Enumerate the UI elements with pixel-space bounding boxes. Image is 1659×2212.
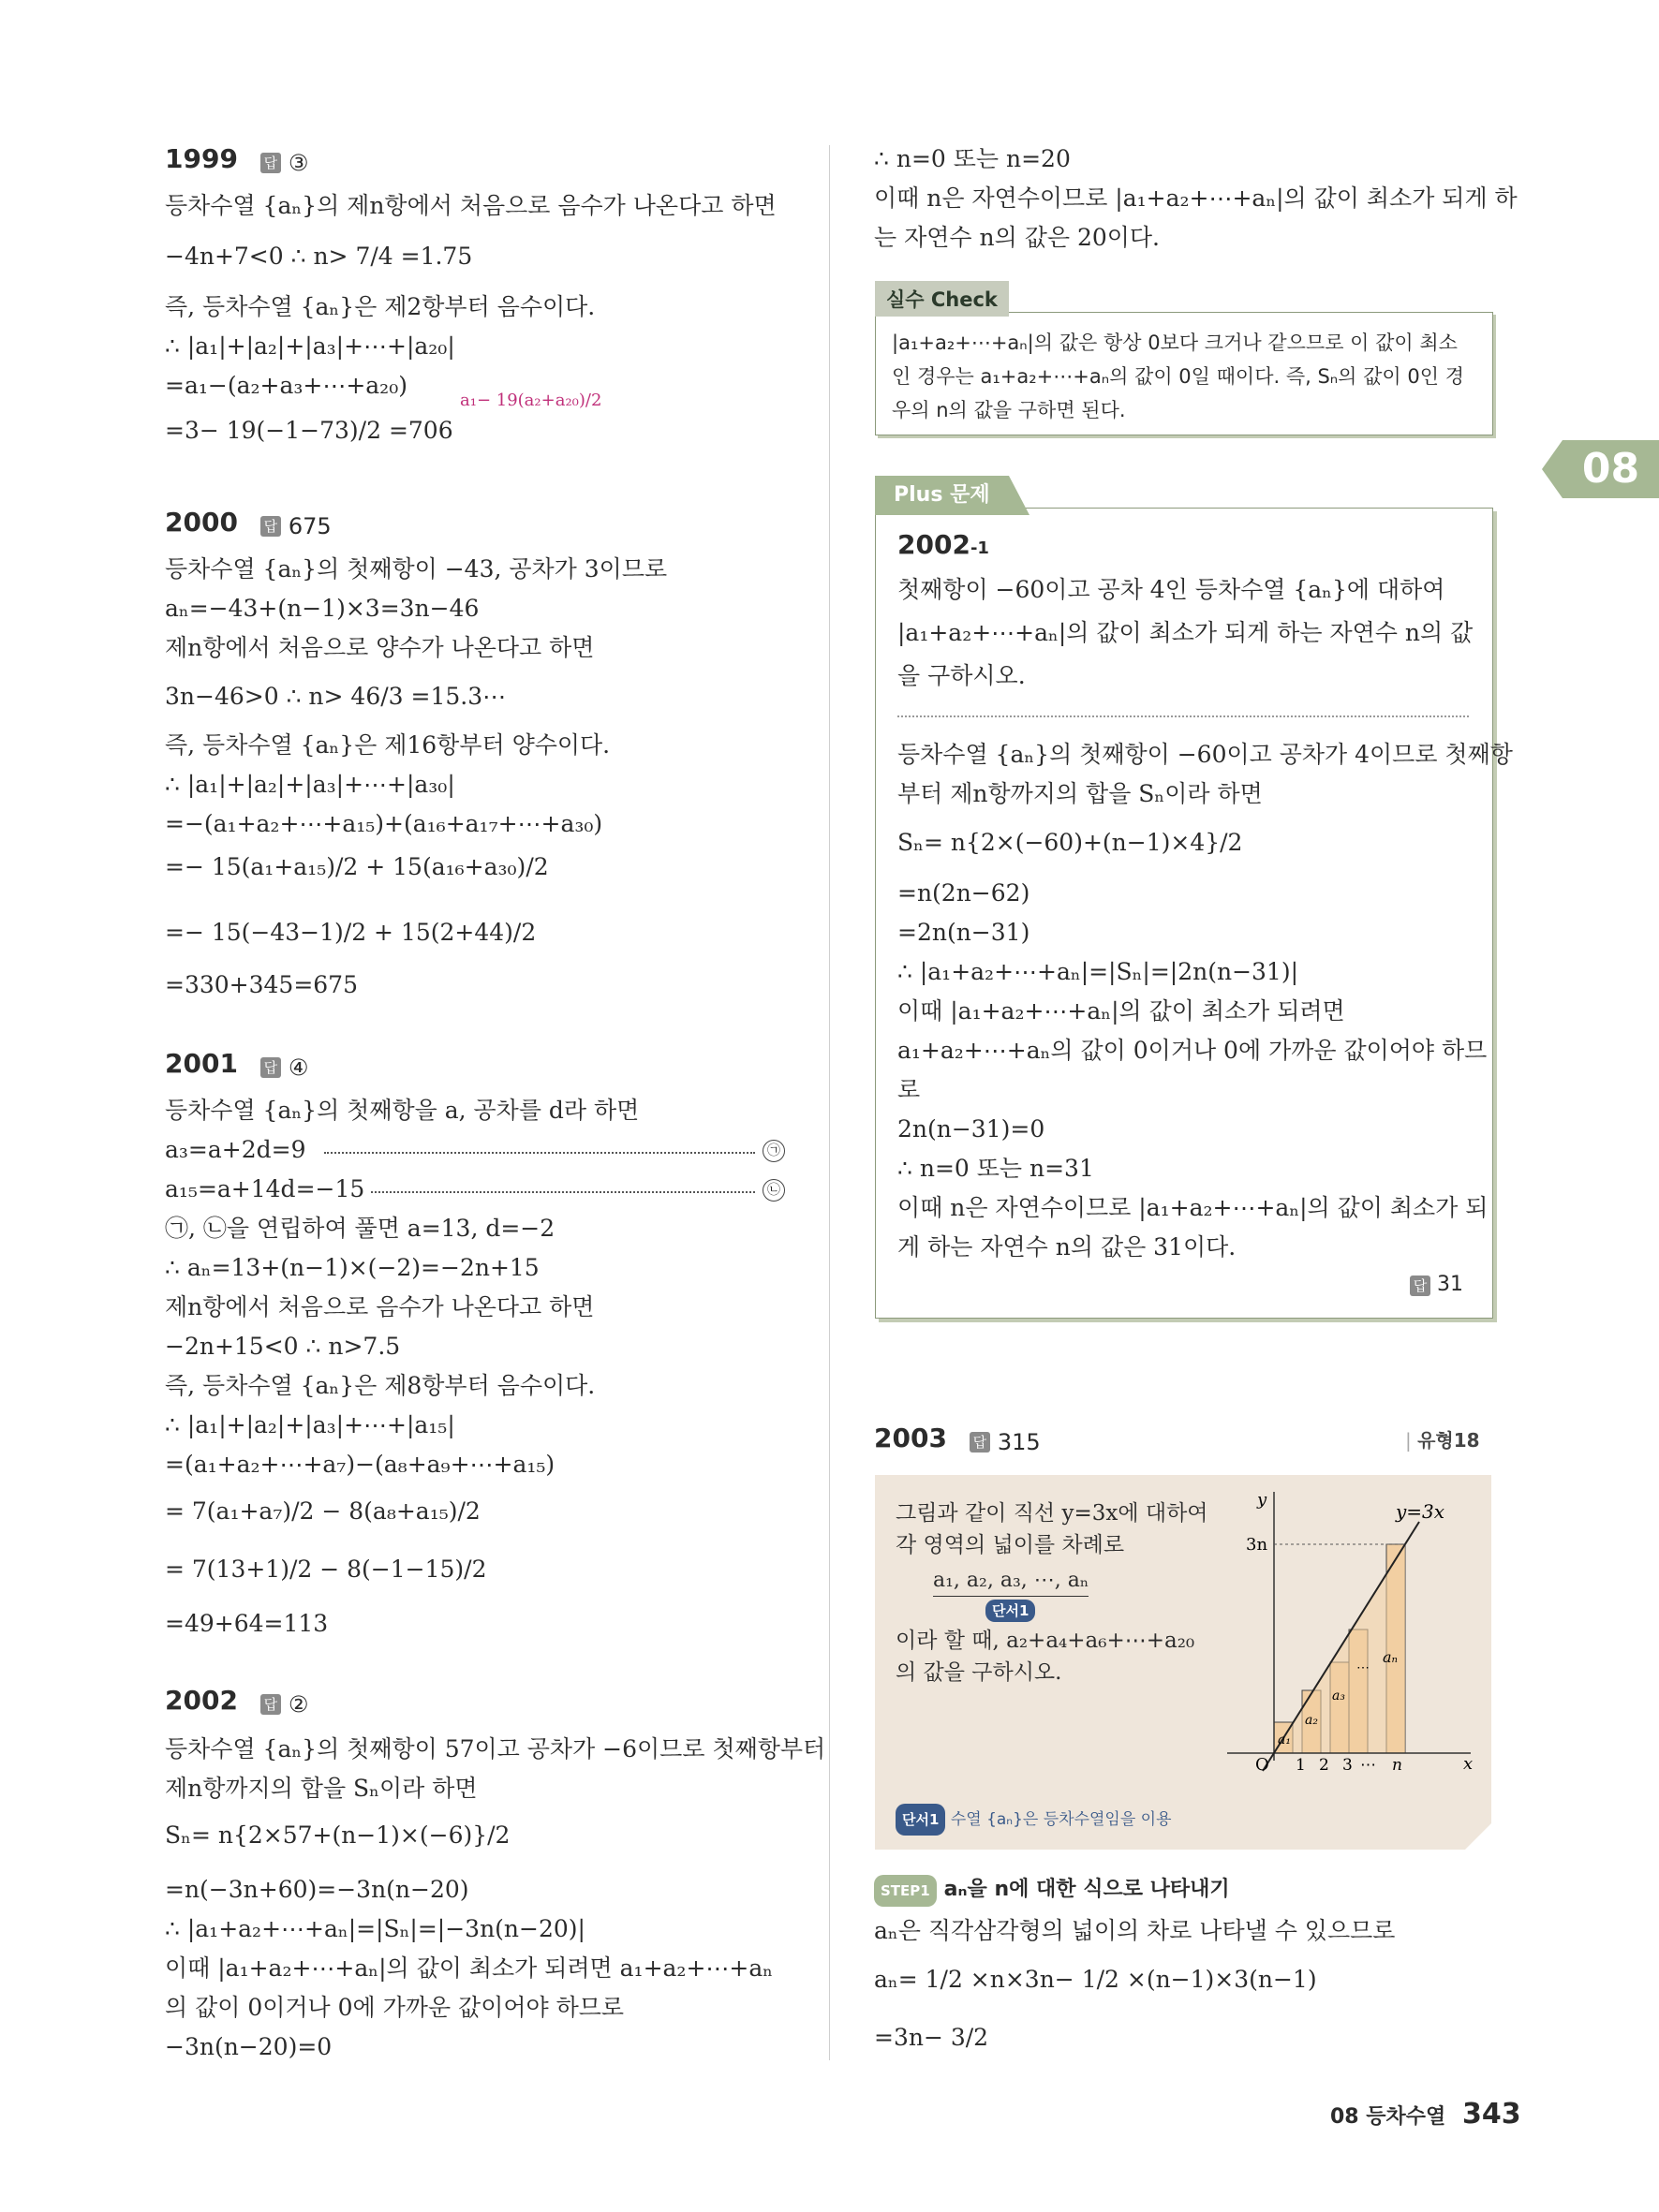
text-line: 제n항에서 처음으로 음수가 나온다고 하면	[165, 1293, 595, 1320]
answer-value: 675	[288, 513, 332, 539]
text-line: 등차수열 {aₙ}의 제n항에서 처음으로 음수가 나온다고 하면	[165, 192, 777, 219]
mistake-check-label: 실수 Check	[875, 281, 1009, 317]
answer-value: 31	[1437, 1273, 1463, 1296]
leader-dots	[371, 1191, 755, 1193]
problem-number: 2001	[165, 1048, 238, 1079]
x-axis-label: x	[1463, 1754, 1474, 1774]
step-title: aₙ을 n에 대한 식으로 나타내기	[943, 1878, 1230, 1901]
area-label: a₃	[1332, 1688, 1345, 1703]
text-line: =− 15(a₁+a₁₅)/2 + 15(a₁₆+a₃₀)/2	[165, 853, 549, 880]
x-tick-label: 1	[1296, 1756, 1306, 1775]
text-line: =(a₁+a₂+⋯+a₇)−(a₈+a₉+⋯+a₁₅)	[165, 1451, 555, 1478]
hint-row	[896, 1804, 1172, 1836]
problem-number: 2003	[874, 1423, 947, 1453]
plus-question-line: 첫째항이 −60이고 공차 4인 등차수열 {aₙ}에 대하여	[897, 576, 1445, 603]
line-label: y=3x	[1396, 1500, 1445, 1523]
answer-icon: 답	[260, 516, 281, 537]
plus-solution-line: a₁+a₂+⋯+aₙ의 값이 0이거나 0에 가까운 값이어야 하므	[897, 1037, 1488, 1064]
text-line: 의 값이 0이거나 0에 가까운 값이어야 하므로	[165, 1994, 625, 2021]
annotation-note: a₁− 19(a₂+a₂₀)/2	[460, 391, 602, 410]
text-line: ∴ aₙ=13+(n−1)×(−2)=−2n+15	[165, 1254, 540, 1281]
answer-value: ②	[288, 1691, 309, 1718]
text-line: 즉, 등차수열 {aₙ}은 제8항부터 음수이다.	[165, 1372, 596, 1399]
answer-icon: 답	[260, 1057, 281, 1078]
problem-number: 2002	[165, 1685, 238, 1716]
column-divider	[829, 145, 830, 2060]
page-number: 343	[1461, 2098, 1521, 2131]
plus-num: 2002	[897, 529, 970, 560]
problem-line: 이라 할 때, a₂+a₄+a₆+⋯+a₂₀	[896, 1629, 1195, 1653]
solution-line: =3n− 3/2	[874, 2024, 989, 2051]
text-line: = 7(13+1)/2 − 8(−1−15)/2	[165, 1556, 487, 1583]
text-line: 등차수열 {aₙ}의 첫째항이 −43, 공차가 3이므로	[165, 555, 668, 582]
check-line: 우의 n의 값을 구하면 된다.	[892, 399, 1126, 421]
step-row	[874, 1873, 1230, 1907]
y-axis-label: y	[1257, 1490, 1267, 1510]
problem-number: 2000	[165, 507, 238, 538]
x-tick-label: n	[1392, 1756, 1402, 1775]
answer-icon: 답	[970, 1432, 990, 1453]
dotted-separator	[897, 715, 1469, 717]
plus-question-line: 을 구하시오.	[897, 662, 1026, 689]
problem-line: a₁, a₂, a₃, ⋯, aₙ	[933, 1566, 1089, 1597]
text-line: ∴ n=0 또는 n=20	[874, 145, 1071, 172]
text-line: =330+345=675	[165, 971, 358, 998]
plus-problem-number	[897, 530, 989, 564]
problem-line: 그림과 같이 직선 y=3x에 대하여	[896, 1501, 1208, 1526]
text-line: =− 15(−43−1)/2 + 15(2+44)/2	[165, 919, 537, 946]
hint-badge: 단서1	[896, 1804, 945, 1836]
plus-solution-line: ∴ |a₁+a₂+⋯+aₙ|=|Sₙ|=|2n(n−31)|	[897, 958, 1299, 985]
text-line: 제n항에서 처음으로 양수가 나온다고 하면	[165, 634, 595, 661]
plus-solution-line: ∴ n=0 또는 n=31	[897, 1155, 1094, 1182]
solution-line: aₙ은 직각삼각형의 넓이의 차로 나타낼 수 있으므로	[874, 1917, 1396, 1944]
check-line: 인 경우는 a₁+a₂+⋯+aₙ의 값이 0일 때이다. 즉, Sₙ의 값이 0인 경	[892, 365, 1464, 388]
text-line: 이때 |a₁+a₂+⋯+aₙ|의 값이 최소가 되려면 a₁+a₂+⋯+aₙ	[165, 1954, 774, 1982]
text-line: −3n(n−20)=0	[165, 2033, 333, 2060]
origin-label: O	[1255, 1755, 1269, 1775]
text-line: ㉠, ㉡을 연립하여 풀면 a=13, d=−2	[165, 1215, 555, 1242]
hint-text: 수열 {aₙ}은 등차수열임을 이용	[950, 1810, 1172, 1829]
text-line: Sₙ= n{2×57+(n−1)×(−6)}/2	[165, 1821, 511, 1849]
check-line: |a₁+a₂+⋯+aₙ|의 값은 항상 0보다 크거나 같으므로 이 값이 최소	[892, 332, 1458, 354]
plus-question-line: |a₁+a₂+⋯+aₙ|의 값이 최소가 되게 하는 자연수 n의 값	[897, 619, 1474, 646]
text-line: ∴ |a₁|+|a₂|+|a₃|+⋯+|a₁₅|	[165, 1411, 455, 1438]
problem-2003-header	[874, 1423, 1041, 1457]
text-line: =−(a₁+a₂+⋯+a₁₅)+(a₁₆+a₁₇+⋯+a₃₀)	[165, 810, 603, 837]
text-line: 등차수열 {aₙ}의 첫째항이 57이고 공차가 −6이므로 첫째항부터	[165, 1735, 826, 1762]
x-tick-label: 3	[1342, 1756, 1353, 1775]
text-line: 등차수열 {aₙ}의 첫째항을 a, 공차를 d라 하면	[165, 1097, 640, 1124]
leader-dots	[324, 1152, 755, 1154]
text-line: =a₁−(a₂+a₃+⋯+a₂₀)	[165, 372, 407, 399]
problem-line: 각 영역의 넓이를 차례로	[896, 1533, 1125, 1557]
chapter-tab: 08	[1563, 440, 1659, 498]
text-line: 즉, 등차수열 {aₙ}은 제16항부터 양수이다.	[165, 731, 611, 759]
text-line: 이때 n은 자연수이므로 |a₁+a₂+⋯+aₙ|의 값이 최소가 되게 하	[874, 184, 1518, 212]
text-line: aₙ=−43+(n−1)×3=3n−46	[165, 595, 480, 622]
area-label: a₂	[1305, 1713, 1318, 1728]
area-label: aₙ	[1383, 1648, 1399, 1666]
plus-solution-line: 이때 n은 자연수이므로 |a₁+a₂+⋯+aₙ|의 값이 최소가 되	[897, 1194, 1489, 1221]
text-line: ∴ |a₁|+|a₂|+|a₃|+⋯+|a₂₀|	[165, 332, 455, 360]
text-line: =n(−3n+60)=−3n(n−20)	[165, 1876, 469, 1903]
plus-solution-line: 부터 제n항까지의 합을 Sₙ이라 하면	[897, 780, 1263, 807]
mark-1-icon: ㉠	[763, 1140, 785, 1162]
text-line: 즉, 등차수열 {aₙ}은 제2항부터 음수이다.	[165, 293, 596, 320]
y-tick-label: 3n	[1246, 1535, 1268, 1555]
solution-line: aₙ= 1/2 ×n×3n− 1/2 ×(n−1)×3(n−1)	[874, 1966, 1317, 1993]
text-line: =3− 19(−1−73)/2 =706	[165, 417, 453, 444]
answer-icon: 답	[1410, 1276, 1430, 1296]
type-label-text: 유형18	[1417, 1429, 1480, 1452]
plus-solution-line: 로	[897, 1076, 921, 1103]
problem-2002-header	[165, 1686, 308, 1719]
problem-1999-header	[165, 144, 308, 178]
problem-2001-header	[165, 1049, 308, 1083]
plus-answer	[1410, 1270, 1463, 1300]
plus-solution-line: Sₙ= n{2×(−60)+(n−1)×4}/2	[897, 829, 1243, 856]
answer-value: 315	[997, 1429, 1041, 1455]
text-line: a₃=a+2d=9	[165, 1136, 306, 1163]
area-label: a₁	[1278, 1733, 1291, 1747]
hint-badge-inline	[985, 1598, 1035, 1622]
plus-suffix: -1	[970, 538, 989, 558]
text-line: ∴ |a₁+a₂+⋯+aₙ|=|Sₙ|=|−3n(n−20)|	[165, 1915, 585, 1942]
hint-badge: 단서1	[985, 1600, 1035, 1622]
plus-problem-label: Plus 문제	[875, 476, 1009, 515]
text-line: −2n+15<0 ∴ n>7.5	[165, 1333, 401, 1360]
problem-line: 의 값을 구하시오.	[896, 1660, 1062, 1685]
x-tick-label: 2	[1319, 1756, 1329, 1775]
x-tick-label: ⋯	[1360, 1756, 1376, 1775]
page-footer	[1330, 2098, 1521, 2131]
mark-2-icon: ㉡	[763, 1179, 785, 1202]
footer-chapter: 08 등차수열	[1330, 2105, 1446, 2129]
type-label: | 유형18	[1405, 1429, 1480, 1452]
text-line: −4n+7<0 ∴ n> 7/4 =1.75	[165, 243, 473, 270]
text-line: = 7(a₁+a₇)/2 − 8(a₈+a₁₅)/2	[165, 1497, 481, 1525]
plus-solution-line: =n(2n−62)	[897, 879, 1030, 907]
text-line: =49+64=113	[165, 1610, 329, 1637]
text-line: ∴ |a₁|+|a₂|+|a₃|+⋯+|a₃₀|	[165, 771, 455, 798]
text-line: 3n−46>0 ∴ n> 46/3 =15.3⋯	[165, 683, 507, 710]
problem-number: 1999	[165, 143, 238, 174]
text-line: 는 자연수 n의 값은 20이다.	[874, 224, 1160, 251]
area-label: ⋯	[1356, 1660, 1370, 1675]
area-graph	[1218, 1484, 1480, 1784]
plus-solution-line: 2n(n−31)=0	[897, 1115, 1045, 1143]
answer-icon: 답	[260, 1694, 281, 1715]
problem-2000-header	[165, 508, 332, 541]
plus-solution-line: 게 하는 자연수 n의 값은 31이다.	[897, 1233, 1237, 1261]
answer-icon: 답	[260, 153, 281, 173]
plus-solution-line: 등차수열 {aₙ}의 첫째항이 −60이고 공차가 4이므로 첫째항	[897, 741, 1513, 768]
text-line: 제n항까지의 합을 Sₙ이라 하면	[165, 1775, 478, 1802]
plus-solution-line: 이때 |a₁+a₂+⋯+aₙ|의 값이 최소가 되려면	[897, 997, 1345, 1025]
answer-value: ③	[288, 150, 309, 176]
plus-solution-line: =2n(n−31)	[897, 919, 1030, 946]
answer-value: ④	[288, 1054, 309, 1081]
text-line: a₁₅=a+14d=−15	[165, 1175, 365, 1202]
step-badge: STEP1	[874, 1875, 937, 1907]
